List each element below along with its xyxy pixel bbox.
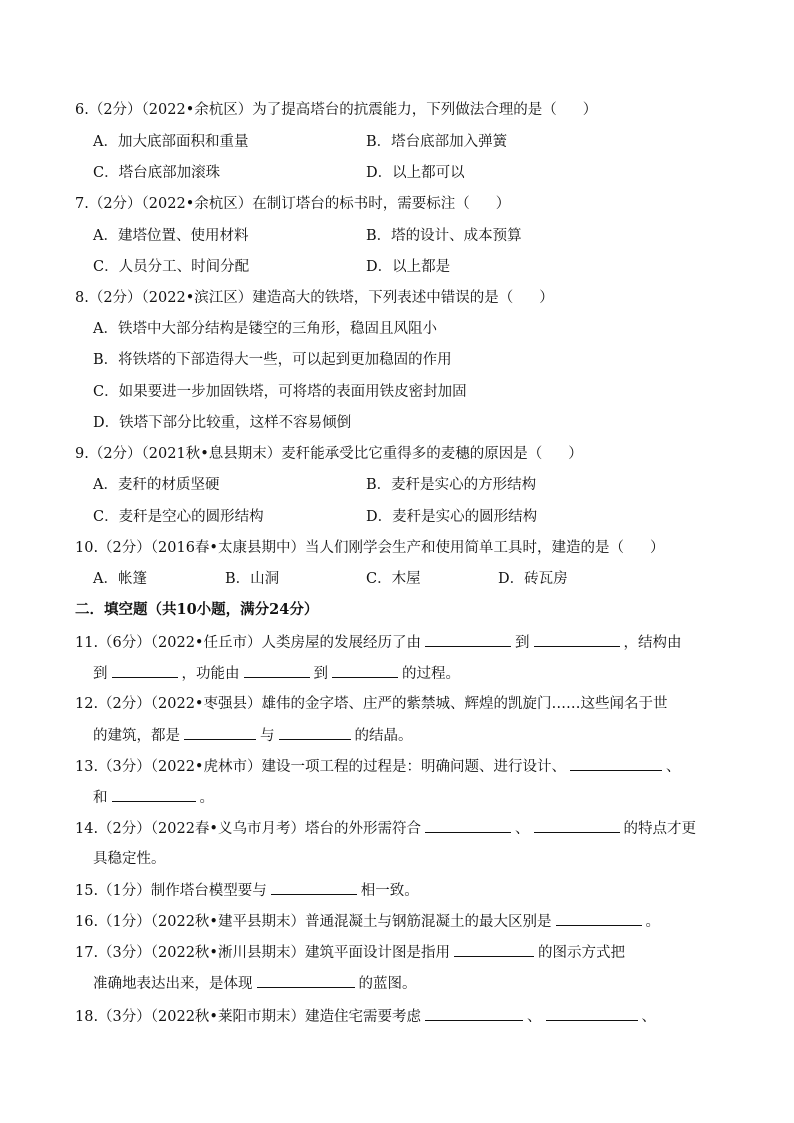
- answer-blank[interactable]: [279, 725, 351, 740]
- answer-blank[interactable]: [257, 973, 355, 988]
- answer-blank[interactable]: [112, 787, 196, 802]
- answer-blank[interactable]: [534, 632, 620, 647]
- question-14-line-2: 具稳定性。: [93, 851, 166, 867]
- question-16: 16.（1分）（2022秋•建平县期末）普通混凝土与钢筋混凝土的最大区别是 。: [75, 911, 660, 932]
- question-17-line-1: 17.（3分）（2022秋•淅川县期末）建筑平面设计图是指用 的图示方式把: [75, 942, 625, 963]
- answer-blank[interactable]: [454, 942, 534, 957]
- question-8-option-c: C．如果要进一步加固铁塔，可将塔的表面用铁皮密封加固: [93, 384, 467, 400]
- question-8-option-b: B．将铁塔的下部造得大一些，可以起到更加稳固的作用: [93, 352, 452, 368]
- answer-blank[interactable]: [556, 911, 642, 926]
- question-6-option-b: B．塔台底部加入弹簧: [366, 134, 508, 150]
- question-8-option-d: D．铁塔下部分比较重，这样不容易倾倒: [93, 415, 352, 431]
- answer-blank[interactable]: [244, 663, 310, 678]
- question-18: 18.（3分）（2022秋•莱阳市期末）建造住宅需要考虑 、 、: [75, 1006, 656, 1027]
- question-9-option-b: B．麦秆是实心的方形结构: [366, 477, 537, 493]
- question-12-line-1: 12.（2分）（2022•枣强县）雄伟的金字塔、庄严的紫禁城、辉煌的凯旋门……这些闻名于世: [75, 696, 668, 712]
- question-9-option-d: D．麦秆是实心的圆形结构: [366, 509, 538, 525]
- question-15: 15.（1分）制作塔台模型要与 相一致。: [75, 880, 419, 901]
- question-13-line-1: 13.（3分）（2022•虎林市）建设一项工程的过程是：明确问题、进行设计、 、: [75, 756, 681, 777]
- question-11-line-2: 到 ，功能由 到 的过程。: [93, 663, 460, 684]
- section-title-fill-in: 二．填空题（共10小题，满分24分）: [75, 601, 319, 618]
- answer-blank[interactable]: [332, 663, 398, 678]
- answer-blank[interactable]: [425, 1006, 523, 1021]
- question-7-option-a: A．建塔位置、使用材料: [93, 228, 249, 244]
- question-6-option-a: A．加大底部面积和重量: [93, 134, 249, 150]
- question-6-option-c: C．塔台底部加滚珠: [93, 165, 221, 181]
- answer-blank[interactable]: [112, 663, 178, 678]
- question-7-stem: 7.（2分）（2022•余杭区）在制订塔台的标书时，需要标注（ ）: [75, 196, 511, 212]
- answer-blank[interactable]: [425, 632, 511, 647]
- question-9-option-c: C．麦秆是空心的圆形结构: [93, 509, 264, 525]
- answer-blank[interactable]: [425, 818, 511, 833]
- question-9-stem: 9.（2分）（2021秋•息县期末）麦秆能承受比它重得多的麦穗的原因是（ ）: [75, 446, 583, 462]
- question-10-option-c: C．木屋: [366, 571, 421, 587]
- question-6-option-d: D．以上都可以: [366, 165, 465, 181]
- question-9-option-a: A．麦秆的材质坚硬: [93, 477, 220, 493]
- question-7-option-c: C．人员分工、时间分配: [93, 259, 250, 275]
- question-10-option-b: B．山洞: [225, 571, 280, 587]
- question-14-line-1: 14.（2分）（2022春•义乌市月考）塔台的外形需符合 、 的特点才更: [75, 818, 696, 839]
- answer-blank[interactable]: [534, 818, 620, 833]
- question-10-stem: 10.（2分）（2016春•太康县期中）当人们刚学会生产和使用简单工具时，建造的是（ ）: [75, 540, 665, 556]
- question-7-option-b: B．塔的设计、成本预算: [366, 228, 522, 244]
- question-6-stem: 6.（2分）（2022•余杭区）为了提高塔台的抗震能力，下列做法合理的是（ ）: [75, 102, 598, 118]
- question-13-line-2: 和 。: [93, 787, 214, 808]
- question-10-option-d: D．砖瓦房: [498, 571, 568, 587]
- answer-blank[interactable]: [546, 1006, 638, 1021]
- question-17-line-2: 准确地表达出来，是体现 的蓝图。: [93, 973, 417, 994]
- answer-blank[interactable]: [271, 880, 357, 895]
- answer-blank[interactable]: [570, 756, 662, 771]
- question-8-stem: 8.（2分）（2022•滨江区）建造高大的铁塔，下列表述中错误的是（ ）: [75, 290, 554, 306]
- question-12-line-2: 的建筑，都是 与 的结晶。: [93, 725, 413, 746]
- question-8-option-a: A．铁塔中大部分结构是镂空的三角形，稳固且风阻小: [93, 321, 437, 337]
- question-7-option-d: D．以上都是: [366, 259, 451, 275]
- question-11-line-1: 11.（6分）（2022•任丘市）人类房屋的发展经历了由 到 ，结构由: [75, 632, 682, 653]
- answer-blank[interactable]: [184, 725, 256, 740]
- question-10-option-a: A．帐篷: [93, 571, 147, 587]
